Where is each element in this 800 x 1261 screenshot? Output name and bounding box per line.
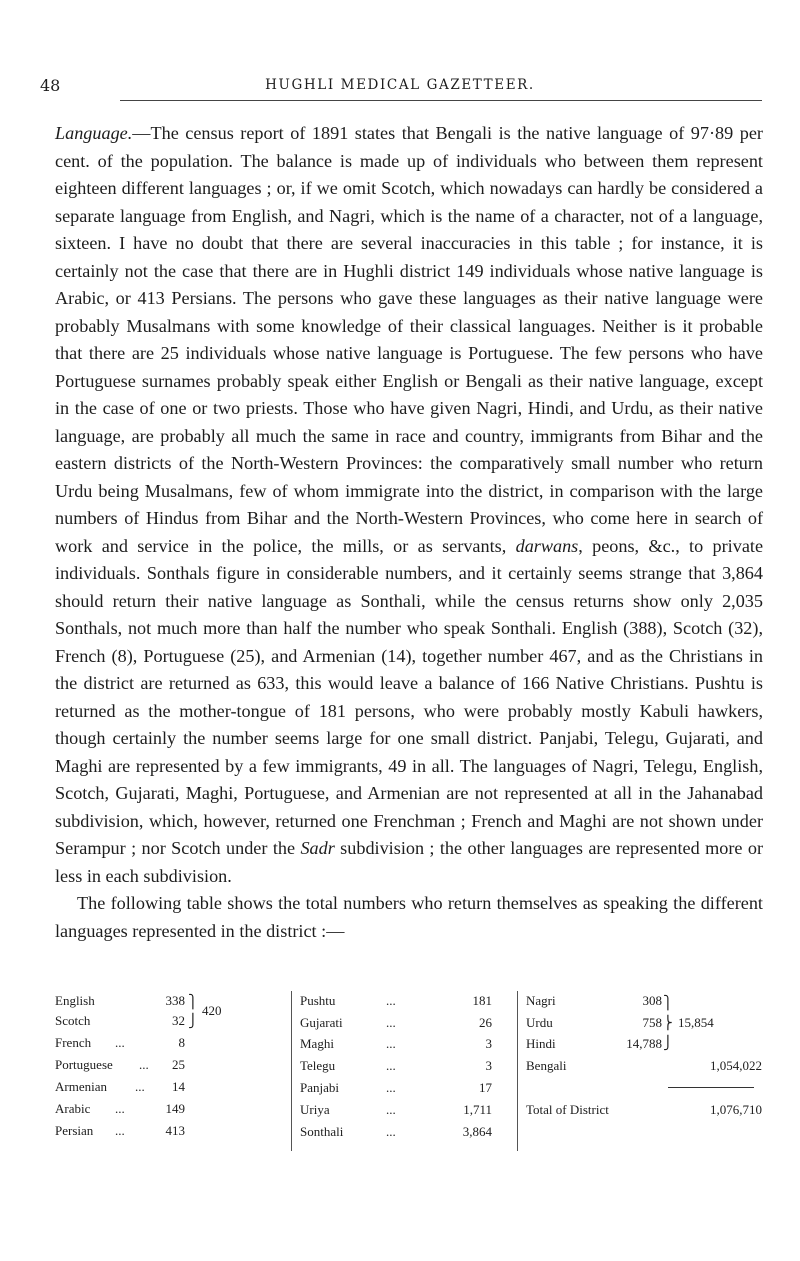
language-name: Armenian (55, 1079, 107, 1094)
language-count: 8 (178, 1035, 185, 1050)
leader-dots: ... (386, 993, 396, 1008)
language-name: Arabic (55, 1101, 91, 1116)
language-name: Panjabi (300, 1080, 339, 1095)
running-head (40, 76, 760, 100)
language-count: 1,054,022 (710, 1058, 762, 1073)
page-number: 48 (40, 76, 61, 95)
leader-dots: ... (139, 1057, 149, 1072)
leader-dots: ... (386, 1036, 396, 1051)
brace-sum: 420 (202, 1003, 222, 1018)
language-name: Scotch (55, 1013, 91, 1028)
brace-sum: 15,854 (678, 1015, 714, 1030)
table-column-1 (55, 991, 285, 1151)
table-column-2 (291, 991, 512, 1151)
language-count: 3 (485, 1036, 492, 1051)
total-count: 1,076,710 (710, 1102, 762, 1117)
language-count: 3,864 (462, 1124, 492, 1139)
language-count: 14 (172, 1079, 185, 1094)
table-column-3 (517, 991, 768, 1151)
sum-rule (668, 1087, 754, 1088)
language-count: 338 (165, 993, 185, 1008)
body-text (55, 120, 763, 945)
language-name: Urdu (526, 1015, 553, 1030)
leader-dots: ... (386, 1080, 396, 1095)
leader-dots: ... (386, 1102, 396, 1117)
language-name: Gujarati (300, 1015, 343, 1030)
leader-dots: ... (115, 1035, 125, 1050)
language-name: English (55, 993, 95, 1008)
language-name: Nagri (526, 993, 556, 1008)
language-name: Sonthali (300, 1124, 344, 1139)
paragraph-language (55, 120, 763, 890)
language-count: 14,788 (626, 1036, 662, 1051)
paragraph-text: —The census report of 1891 states that Bengali is the native language of 97·89 per cent. of the population. The balance is made up of individuals who between them represent eighteen different languages ; or, if we omit Scotch, which nowadays can hardly be considered a separate language from English, and Nagri, which is the name of a character, not of a language, sixteen. I have no doubt that there are several inaccuracies in this table ; for instance, it is certainly not the case that there are in Hughli district 149 individuals whose native language is Arabic, or 413 Persians. The persons who gave these languages as their native language were probably Musalmans with some knowledge of their classical languages. Neither is it probable that there are 25 individuals whose native language is Portuguese. The few persons who have Portuguese surnames probably speak either English or Bengali as their native language, except in the case of one or two priests. Those who have given Nagri, Hindi, and Urdu, as their native language, are probably all much the same in race and country, immigrants from Bihar and the eastern districts of the North-Western Provinces: the comparatively small number who return Urdu being Musalmans, few of whom immigrate into the district, in comparison with the large numbers of Hindus from Bihar and the North-Western Provinces, who come here in search of work and service in the police, the mills, or as servants, (55, 123, 763, 556)
header-rule (120, 100, 762, 101)
section-lead: Language. (55, 123, 133, 143)
language-name: Persian (55, 1123, 94, 1138)
leader-dots: ... (135, 1079, 145, 1094)
language-count: 25 (172, 1057, 185, 1072)
language-count: 3 (485, 1058, 492, 1073)
language-name: French (55, 1035, 92, 1050)
total-label: Total of District (526, 1102, 609, 1117)
brace: ⎫ ⎬ ⎭ (663, 995, 673, 1050)
language-name: Maghi (300, 1036, 334, 1051)
language-count: 758 (642, 1015, 662, 1030)
brace: ⎫ ⎭ (188, 994, 198, 1028)
paragraph-text-3: subdivision ; the other languages are represented more or less in each subdivision. (55, 838, 764, 886)
language-name: Telegu (300, 1058, 336, 1073)
language-count: 1,711 (463, 1102, 492, 1117)
language-count: 17 (479, 1080, 492, 1095)
language-count: 149 (165, 1101, 185, 1116)
leader-dots: ... (386, 1015, 396, 1030)
paragraph-table-intro: The following table shows the total numbers who return themselves as speaking the different languages represented in the district :— (55, 893, 763, 941)
leader-dots: ... (386, 1124, 396, 1139)
language-name: Hindi (526, 1036, 556, 1051)
language-count: 308 (642, 993, 662, 1008)
language-count: 32 (172, 1013, 185, 1028)
language-name: Portuguese (55, 1057, 113, 1072)
language-count: 181 (472, 993, 492, 1008)
language-name: Uriya (300, 1102, 330, 1117)
language-count: 26 (479, 1015, 492, 1030)
language-name: Pushtu (300, 993, 336, 1008)
language-count: 413 (165, 1123, 185, 1138)
leader-dots: ... (115, 1101, 125, 1116)
leader-dots: ... (386, 1058, 396, 1073)
leader-dots: ... (115, 1123, 125, 1138)
running-title: HUGHLI MEDICAL GAZETTEER. (265, 77, 535, 93)
italic-term: darwans (515, 535, 579, 556)
language-name: Bengali (526, 1058, 567, 1073)
paragraph-text-2: , peons, &c., to private individuals. Sonthals figure in considerable numbers, and it certainly seems strange that 3,864 should return their native language as Sonthali, while the census returns show only 2,035 Sonthals, not much more than half the number who speak Sonthali. English (388), Scotch (32), French (8), Portuguese (25), and Armenian (14), together number 467, and as the Christians in the district are returned as 633, this would leave a balance of 166 Native Christians. Pushtu is returned as the mother-tongue of 181 persons, who were probably mostly Kabuli hawkers, though certainly the number seems large for one small district. Panjabi, Telegu, Gujarati, and Maghi are represented by a few immigrants, 49 in all. The languages of Nagri, Telegu, English, Scotch, Gujarati, Maghi, Portuguese, and Armenian are not represented at all in the Jahanabad subdivision, which, however, returned one Frenchman ; French and Maghi are not shown under Serampur ; nor Scotch under the (55, 535, 764, 858)
italic-term-sadr: Sadr (300, 838, 335, 858)
